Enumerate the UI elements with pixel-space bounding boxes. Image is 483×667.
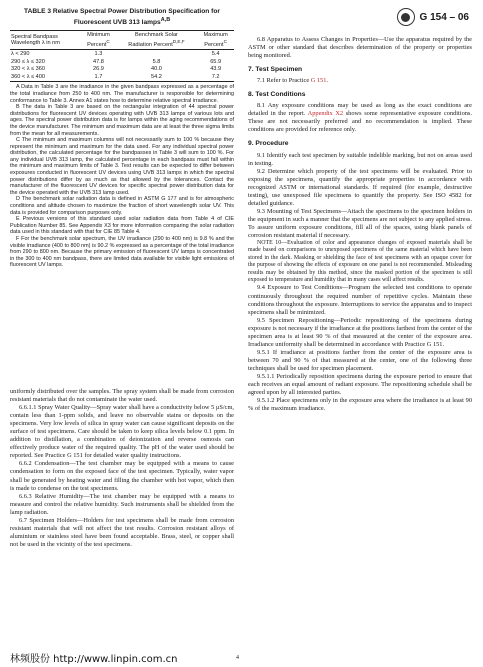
paragraph: 9.3 Mounting of Test Specimens—Attach the specimens to the specimen holders in the equipment in such a manner that the specimens are not subject to any applied stress. To assure uniform exposure conditions, fill all of the spaces, using blank panels of corrosion resistant material if necessary. <box>248 207 472 239</box>
paragraph: 6.8 Apparatus to Assess Changes in Properties—Use the apparatus required by the ASTM or other standard that describes determination of the property or properties being monitored. <box>248 36 472 60</box>
page-number: 4 <box>236 655 239 661</box>
table-footnote: F For the benchmark solar spectrum, the UV irradiance (290 to 400 nm) is 9.8 % and the visible irradiance (400 to 800 nm) is 90.2 % expressed as a percentage of the total irradiance from 290 to 800 nm. Because the primary emission of fluorescent UV lamps is concentrated in the 300 to 400 nm bandpass, there are limited data available for visible light emissions of fluorescent UV lamps. <box>10 236 234 269</box>
table-cell: 5.8 <box>152 58 161 65</box>
table-cell: 65.9 <box>210 58 222 65</box>
table-title <box>10 8 234 27</box>
table-cell: 43.9 <box>210 66 222 73</box>
table-cell: 360 < λ ≤ 400 <box>10 74 81 82</box>
table-footnote: A Data in Table 3 are the irradiance in the given bandpass expressed as a percentage of the total irradiance from 250 to 400 nm. The manufacturer is responsible for determining conformance to Table 3. Annex A1 states how to determine relative spectral irradiance. <box>10 84 234 104</box>
table-row <box>10 50 234 58</box>
table-title-sup: A,B <box>160 17 171 23</box>
paragraph: 9.5 Specimen Repositioning—Periodic repositioning of the specimens during exposure is not necessary if the irradiance at the positions farthest from the center of the specimen area is at least 90 % of that measured at the center of the exposure area. Irradiance uniformity shall be determined in accordance with Practice G 151. <box>248 316 472 348</box>
paragraph: 6.6.1.1 Spray Water Quality—Spray water shall have a conductivity below 5 μS/cm, contain less than 1-ppm solids, and leave no observable stains or deposits on the specimens. Very low levels of silica in spray water can cause significant deposits on the surface of test specimens. Care should be taken to keep silica levels below 0.1 ppm. In addition to distillation, a combination of deionization and reverse osmosis can effectively produce water of the required quality. The pH of the water used should be reported. See Practice G 151 for detailed water quality instructions. <box>10 404 234 460</box>
table-cell: 1.3 <box>94 50 103 57</box>
section-heading: 9. Procedure <box>248 140 289 148</box>
note: NOTE 10—Evaluation of color and appearance changes of exposed materials shall be made based on comparisons to unexposed specimens of the same material which have been stored in the dark. Masking or shielding the face of test specimens with an opaque cover for the purpose of showing the effects of exposure on one panel is not recommended. Misleading results may be obtained by this method, since the masked portion of the specimen is still exposed to temperature and humidity that in many cases will affect results. <box>248 240 472 284</box>
table-cell: 40.0 <box>151 66 162 73</box>
paragraph: 9.5.1.2 Place specimens only in the exposure area where the irradiance is at least 90 % of the maximum irradiance. <box>248 397 472 413</box>
paragraph <box>248 77 472 85</box>
table-footnotes <box>10 84 234 269</box>
table-title-line2: Fluorescent UVB 313 lamps <box>73 19 161 27</box>
table-title-line1: TABLE 3 Relative Spectral Power Distribution Specification for <box>24 8 220 15</box>
table-header-row <box>10 31 234 50</box>
table-row <box>10 74 234 82</box>
text-span: shows some representative exposure conditions. These are not necessarily preferred and no recommendation is implied. These conditions are provided for reference only. <box>248 110 472 134</box>
section-heading: 8. Test Conditions <box>248 91 306 99</box>
astm-logo-icon <box>397 8 415 26</box>
col-header-benchmark: Benchmark Solar Radiation Percent$^{D,E,F}$ <box>116 31 198 50</box>
table-row <box>10 58 234 66</box>
right-column <box>248 36 472 413</box>
paragraph: 6.6.2 Condensation—The test chamber may be equipped with a means to cause condensation to form on the exposed face of the test specimen. Typically, water vapor shall be generated by heating water and filling the chamber with hot vapor, which then is made to condense on the test specimens. <box>10 460 234 492</box>
table-cell: 1.7 <box>81 74 116 82</box>
table-cell: 47.8 <box>92 58 104 65</box>
reference-link[interactable]: G 151 <box>310 77 327 85</box>
paragraph: uniformly distributed over the samples. The spray system shall be made from corrosion resistant materials that do not contaminate the water used. <box>10 388 234 404</box>
paragraph: 6.6.3 Relative Humidity—The test chamber may be equipped with a means to measure and control the relative humidity. Such instruments shall be shielded from the lamp radiation. <box>10 492 234 516</box>
table-cell: λ < 290 <box>11 50 30 57</box>
text-span: 7.1 Refer to Practice <box>257 77 311 85</box>
standard-designation: G 154 – 06 <box>419 11 469 23</box>
table-cell: 320 < λ ≤ 360 <box>11 66 46 73</box>
footer-watermark: 林频股份 http://www.linpin.com.cn <box>10 654 178 665</box>
left-column <box>10 8 234 269</box>
paragraph: 9.5.1.1 Periodically reposition specimens during the exposure period to ensure that each receives an equal amount of radiant exposure. The repositioning schedule shall be agreed upon by all interested parties. <box>248 372 472 397</box>
paragraph <box>248 102 472 134</box>
reference-link[interactable]: Appendix X2 <box>307 110 344 118</box>
table-cell: 54.2 <box>116 74 198 82</box>
text-span: 8.1 Any exposure conditions may be used as long as the exact conditions are detailed in the report. <box>248 102 472 118</box>
page-header <box>397 8 469 26</box>
spectral-table <box>10 30 234 82</box>
table-footnote: C The minimum and maximum columns will not necessarily sum to 100 % because they represent the minimum and maximum for the data used. For any individual spectral power distribution, the calculated percentage for the bandpasses in Table 3 will sum to 100 %. For any individual UVB 313 lamp, the calculated percentage in each bandpass must fall within the minimum and maximum limits of Table 3. Test results can be expected to differ between exposures conducted in fluorescent UV devices using UVB 313 lamps in which the spectral power distributions differ by as much as that allowed by the tolerances. Contact the manufacturer of the fluorescent UV devices for specific spectral power distribution data for the device operated with the UVB 313 lamp used. <box>10 137 234 196</box>
table-row <box>10 66 234 74</box>
paragraph: 9.4 Exposure to Test Conditions—Program the selected test conditions to operate continuously throughout the required number of repetitive cycles. Maintain these conditions throughout the exposure. Interruptions to service the apparatus and to inspect specimens shall be minimized. <box>248 284 472 316</box>
table-footnote: E Previous versions of this standard used solar radiation data from Table 4 of CIE Publication Number 85. See Appendix X3 for more information comparing the solar radiation data used in this standard with that for CIE 85 Table 4. <box>10 216 234 236</box>
table-cell: 7.2 <box>197 74 234 82</box>
text-span: . <box>326 77 329 85</box>
table-footnote: B The data in Table 3 are based on the rectangular integration of 44 spectral power distributions for fluorescent UV devices operating with UVB 313 lamps of various lots and ages. The spectral power distribution data is for lamps within the aging recommendations of the device manufacturer. The minimum and maximum data are at least the three sigma limits from the mean for all measurements. <box>10 104 234 137</box>
table-cell: 290 ≤ λ ≤ 320 <box>11 58 45 65</box>
paragraph: 9.2 Determine which property of the test specimens will be evaluated. Prior to exposing the specimens, quantify the appropriate properties in accordance with recognized ASTM or international standards. If required (for example, destructive testing), use unexposed file specimens to quantify the property. See ISO 4582 for detailed guidance. <box>248 167 472 207</box>
table-cell <box>116 50 198 58</box>
col-header-maximum: Maximum Percent$^C$ <box>197 31 234 50</box>
col-header-bandpass: Spectral Bandpass Wavelength λ in nm <box>10 31 81 50</box>
section-heading: 7. Test Specimen <box>248 66 303 74</box>
col-header-minimum: Minimum Percent$^C$ <box>81 31 116 50</box>
paragraph: 6.7 Specimen Holders—Holders for test specimens shall be made from corrosion resistant materials that will not affect the test results. Corrosion resistant alloys of aluminium or stainless steel have been found acceptable. Brass, steel, or copper shall not be used in the vicinity of the test specimens. <box>10 516 234 548</box>
paragraph: 9.1 Identify each test specimen by suitable indelible marking, but not on areas used in testing. <box>248 151 472 167</box>
table-footnote: D The benchmark solar radiation data is defined in ASTM G 177 and is for atmospheric conditions and altitude chosen to maximize the fraction of short wavelength solar UV. This data is provided for comparison purposes only. <box>10 196 234 216</box>
left-body <box>10 388 234 549</box>
table-cell: 26.9 <box>92 66 104 73</box>
table-cell: 5.4 <box>211 50 220 57</box>
paragraph: 9.5.1 If irradiance at positions farther from the center of the exposure area is between 70 and 90 % of that measured at the center, one of the following three techniques shall be used for specimen placement. <box>248 348 472 372</box>
